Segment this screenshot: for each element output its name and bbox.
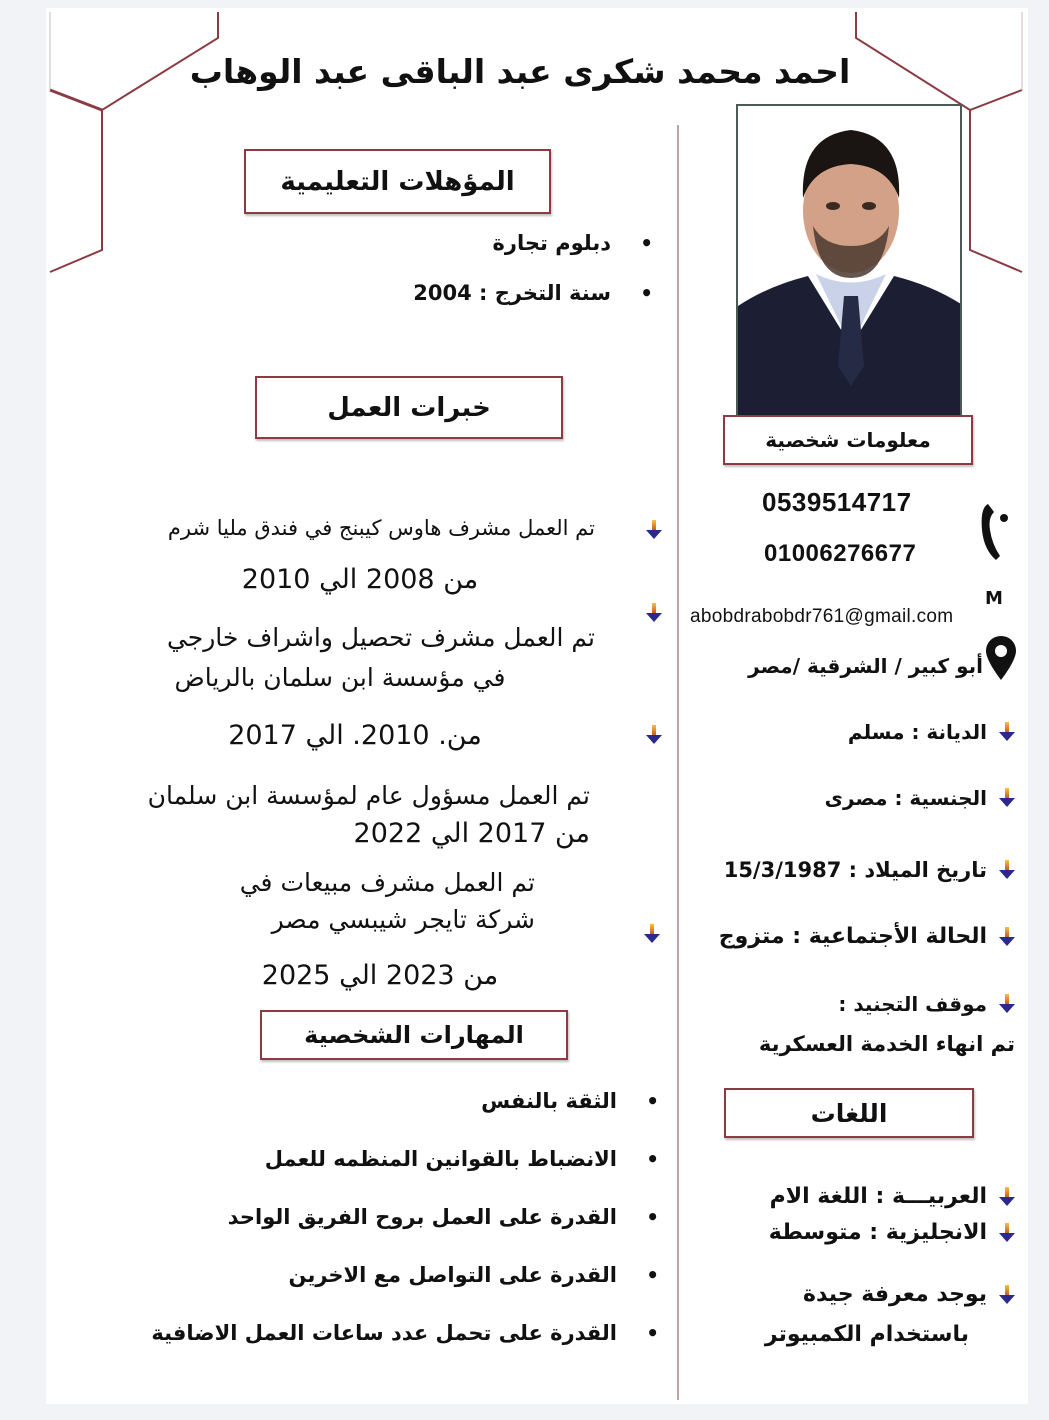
- language-arabic: [770, 1184, 1015, 1209]
- phone-icon: [978, 500, 1010, 564]
- experience-period-3: من 2017 الي 2022: [353, 818, 590, 849]
- arrow-bullet-icon: [999, 722, 1015, 742]
- education-heading: [244, 149, 551, 214]
- languages-title: اللغات: [810, 1098, 888, 1128]
- arrow-bullet-icon: [999, 994, 1015, 1014]
- detail-label: الجنسية : مصرى: [824, 786, 987, 810]
- experience-heading: [255, 376, 563, 439]
- arrow-bullet-icon: [999, 860, 1015, 880]
- skills-heading: [260, 1010, 568, 1060]
- languages-heading: [724, 1088, 974, 1138]
- experience-entry-2: [85, 618, 595, 698]
- language-label: العربيـــة : اللغة الام: [769, 1184, 987, 1209]
- skills-list: [139, 1086, 659, 1348]
- experience-line: شركة تايجر شيبسي مصر: [271, 905, 535, 934]
- personal-info-title: معلومات شخصية: [765, 428, 931, 452]
- profile-photo: [736, 104, 962, 417]
- experience-line: تم العمل مشرف تحصيل واشراف خارجي: [166, 623, 595, 652]
- applicant-name: احمد محمد شكرى عبد الباقى عبد الوهاب: [189, 52, 851, 91]
- email-address[interactable]: abobdrabobdr761@gmail.com: [690, 606, 954, 627]
- experience-entry-3: [95, 778, 590, 814]
- experience-title: خبرات العمل: [327, 392, 491, 423]
- experience-entry-1: [85, 510, 595, 546]
- arrow-bullet-icon: [644, 924, 660, 944]
- skill-item: • الانضباط بالقوانين المنظمه للعمل: [139, 1144, 659, 1174]
- language-label: يوجد معرفة جيدة: [803, 1282, 987, 1307]
- detail-label: تاريخ الميلاد : 15/3/1987: [723, 858, 987, 882]
- arrow-bullet-icon: [646, 725, 662, 745]
- column-divider: [677, 125, 679, 1400]
- experience-period-4: من 2023 الي 2025: [261, 960, 499, 991]
- detail-military-status: [838, 992, 1015, 1016]
- skills-title: المهارات الشخصية: [304, 1021, 524, 1049]
- experience-line: في مؤسسة ابن سلمان بالرياض: [174, 663, 506, 692]
- arrow-bullet-icon: [999, 1223, 1015, 1243]
- arrow-bullet-icon: [999, 1285, 1015, 1305]
- education-list: [353, 228, 653, 308]
- education-item: • دبلوم تجارة: [353, 228, 653, 258]
- detail-religion: [848, 720, 1015, 744]
- skill-item: • القدرة على التواصل مع الاخرين: [139, 1260, 659, 1290]
- skill-item: • الثقة بالنفس: [139, 1086, 659, 1116]
- experience-line: تم العمل مشرف هاوس كيبنج في فندق مليا شرم: [167, 516, 595, 540]
- arrow-bullet-icon: [999, 1187, 1015, 1207]
- address: أبو كبير / الشرقية /مصر: [748, 654, 983, 678]
- detail-label: موقف التجنيد :: [838, 992, 987, 1016]
- education-item: • سنة التخرج : 2004: [353, 278, 653, 308]
- arrow-bullet-icon: [646, 603, 662, 623]
- skill-item: • القدرة على تحمل عدد ساعات العمل الاضافية: [139, 1318, 659, 1348]
- experience-period-1: من 2008 الي 2010: [241, 564, 479, 595]
- phone-number-1[interactable]: 0539514717: [762, 487, 912, 517]
- detail-label: الحالة الأجتماعية : متزوج: [718, 924, 987, 949]
- personal-info-heading: [723, 415, 973, 465]
- experience-period-2: من. 2010. الي 2017: [228, 720, 482, 751]
- location-pin-icon: [986, 636, 1016, 680]
- phone-number-2[interactable]: 01006276677: [764, 540, 917, 567]
- language-english: [769, 1220, 1015, 1245]
- arrow-bullet-icon: [999, 927, 1015, 947]
- education-title: المؤهلات التعليمية: [280, 166, 515, 197]
- detail-marital-status: [719, 924, 1015, 949]
- arrow-bullet-icon: [646, 520, 662, 540]
- person-portrait-icon: [738, 106, 962, 417]
- skill-item: • القدرة على العمل بروح الفريق الواحد: [139, 1202, 659, 1232]
- email-icon: M: [985, 588, 1003, 609]
- experience-entry-4: [170, 864, 535, 938]
- arrow-bullet-icon: [999, 788, 1015, 808]
- experience-line: تم العمل مسؤول عام لمؤسسة ابن سلمان: [147, 781, 590, 810]
- military-status-value: تم انهاء الخدمة العسكرية: [758, 1032, 1015, 1056]
- language-label: الانجليزية : متوسطة: [768, 1220, 987, 1245]
- computer-skills-continued: باستخدام الكمبيوتر: [764, 1322, 969, 1347]
- detail-birthdate: [724, 858, 1015, 882]
- experience-line: تم العمل مشرف مبيعات في: [239, 868, 535, 897]
- detail-label: الديانة : مسلم: [847, 720, 987, 744]
- computer-skills: [803, 1282, 1015, 1307]
- detail-nationality: [825, 786, 1015, 810]
